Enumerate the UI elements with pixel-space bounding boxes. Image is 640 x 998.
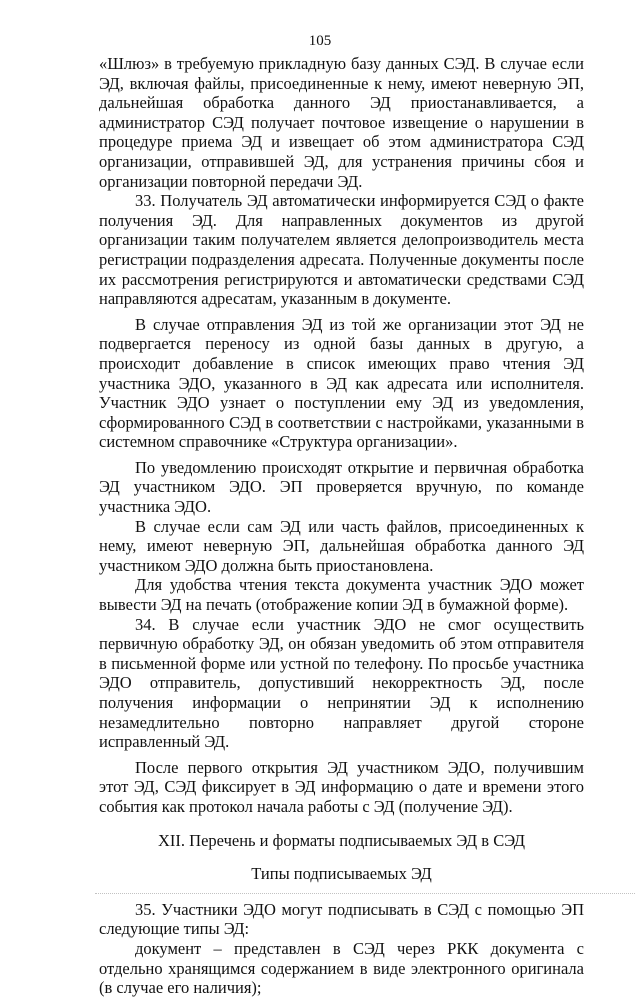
document-body [99,54,584,998]
paragraph: По уведомлению происходят открытие и первичная обработка ЭД участником ЭДО. ЭП проверяется вручную, по команде участника ЭДО. [99,457,584,517]
paragraph: В случае отправления ЭД из той же организации этот ЭД не подвергается переносу из одной базы данных в другую, а происходит добавление в список имеющих право чтения ЭД участника ЭДО, указанного в ЭД как адресата или исполнителя. Участник ЭДО узнает о поступлении ему ЭД из уведомления, сформированного СЭД в соответствии с настройками, указанными в системном справочнике «Структура организации». [99,314,584,452]
paragraph: 35. Участники ЭДО могут подписывать в СЭД с помощью ЭП следующие типы ЭД: [99,899,584,939]
page-number: 105 [308,33,332,49]
paragraph: Для удобства чтения текста документа участник ЭДО может вывести ЭД на печать (отображение копии ЭД в бумажной форме). [99,575,584,615]
sub-heading: Типы подписываемых ЭД [251,864,432,884]
paragraph: В случае если сам ЭД или часть файлов, присоединенных к нему, имеют неверную ЭП, дальнейшая обработка данного ЭД участником ЭДО должна быть приостановлена. [99,516,584,575]
paragraph: документ – представлен в СЭД через РКК документа с отдельно хранящимся содержанием в виде электронного оригинала (в случае его наличия); [99,938,584,998]
section-heading: XII. Перечень и форматы подписываемых ЭД в СЭД [158,830,525,850]
paragraph: 34. В случае если участник ЭДО не смог осуществить первичную обработку ЭД, он обязан уведомить об этом отправителя в письменной форме или устной по телефону. По просьбе участника ЭДО отправитель, допустивший некорректность ЭД, после получения информации о непринятии ЭД к исполнению незамедлительно повторно направляет другой стороне исправленный ЭД. [99,614,584,752]
paragraph: После первого открытия ЭД участником ЭДО, получившим этот ЭД, СЭД фиксирует в ЭД информацию о дате и времени этого события как протокол начала работы с ЭД (получение ЭД). [99,757,584,816]
paragraph: 33. Получатель ЭД автоматически информируется СЭД о факте получения ЭД. Для направленных документов из другой организации таким получателем является делопроизводитель места регистрации подразделения адресата. Полученные документы после их рассмотрения регистрируются и автоматически средствами СЭД направляются адресатам, указанным в документе. [99,191,584,309]
paragraph: «Шлюз» в требуемую прикладную базу данных СЭД. В случае если ЭД, включая файлы, присоединенные к нему, имеют неверную ЭП, дальнейшая обработка данного ЭД приостанавливается, а администратор СЭД получает почтовое извещение о нарушении в процедуре приема ЭД и извещает об этом администратора СЭД организации, отправившей ЭД, для устранения причины сбоя и организации повторной передачи ЭД. [99,54,584,191]
scan-artifact-line [95,893,635,898]
